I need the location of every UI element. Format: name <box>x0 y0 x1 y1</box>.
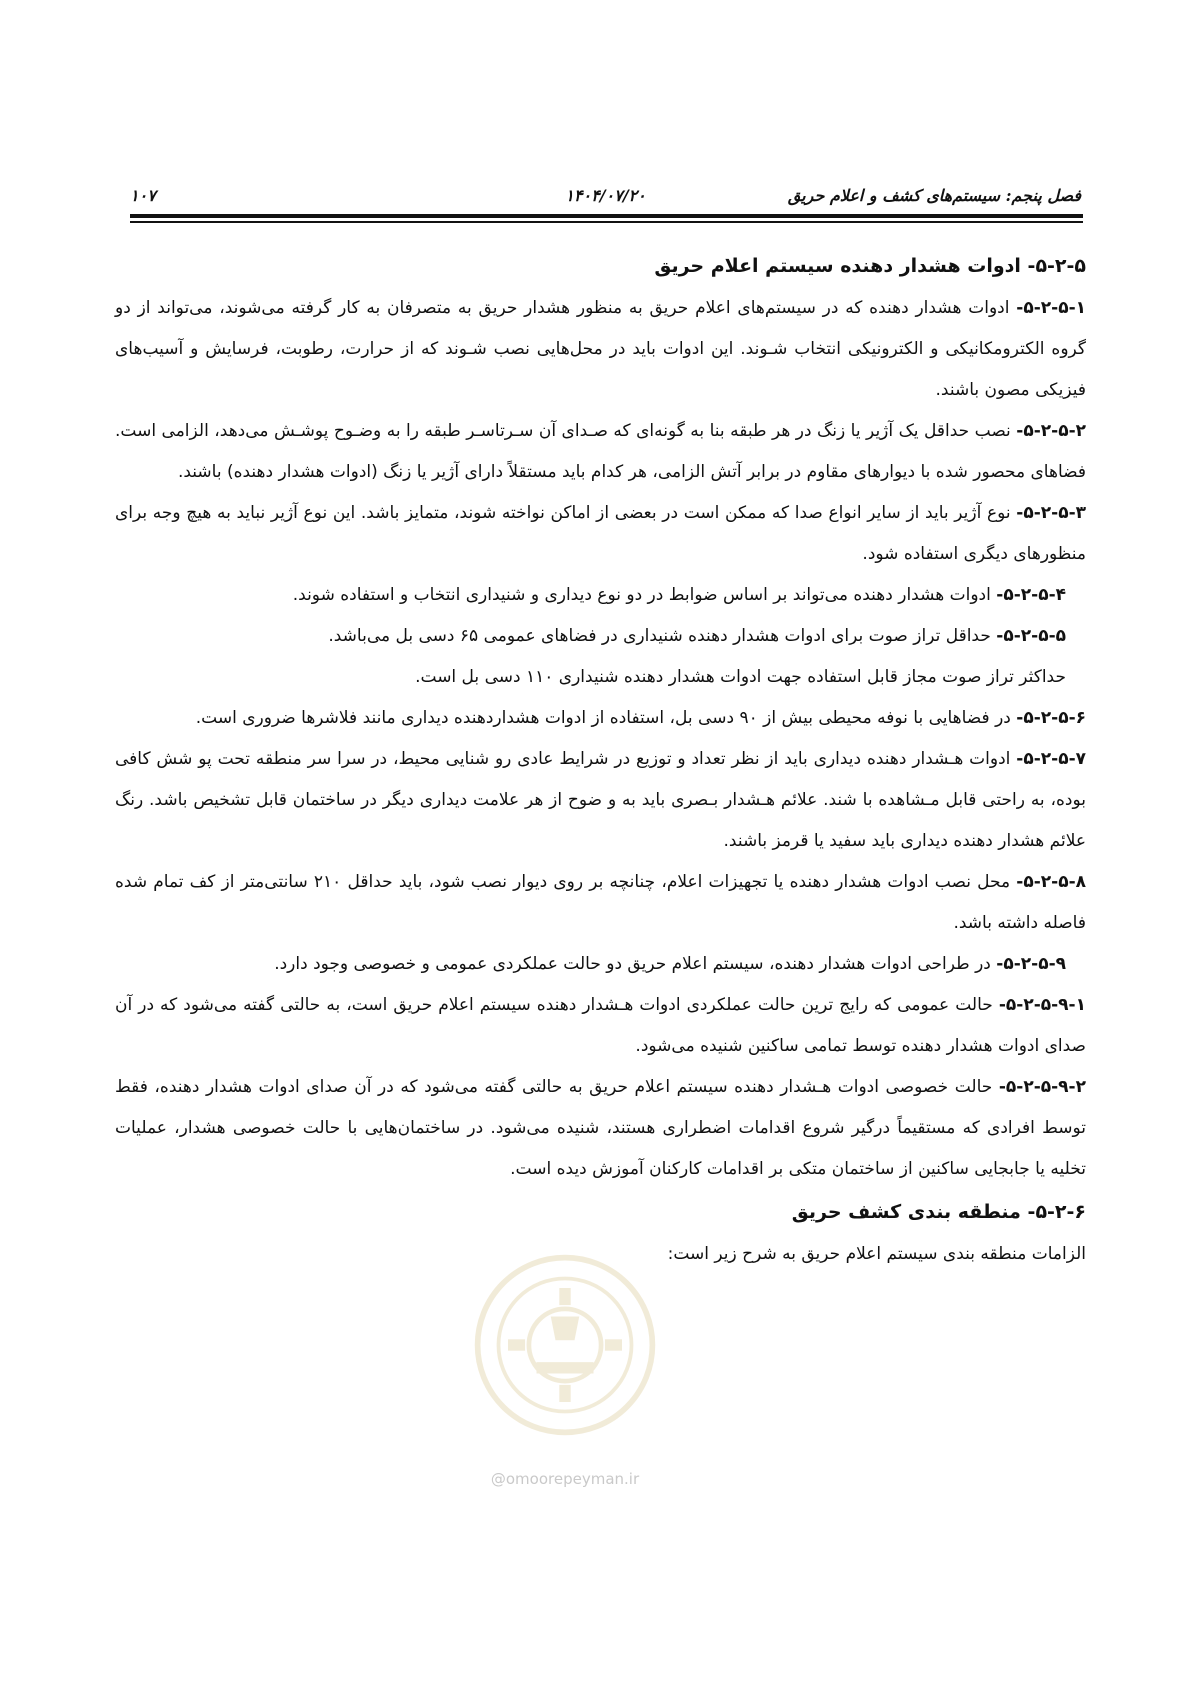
page-number: ۱۰۷ <box>130 186 156 205</box>
page-body <box>115 244 1086 1275</box>
clause-text: حالت خصوصی ادوات هـشدار دهنده سیستم اعلام حریق به حالتی گفته می‌شود که در آن صدای ادوات هشدار دهنده، فقط توسط افرادی که مستقیماً درگیر شروع اقدامات اضطراری هستند، شنیده می‌شود. در ساختمان‌هایی با حالت خصوصی هشدار، عملیات تخلیه یا جابجایی ساکنین از ساختمان متکی بر اقدامات کارکنان آموزش دیده است. <box>115 1077 1086 1179</box>
watermark-url: @omoorepeyman.ir <box>490 1470 640 1488</box>
closing-paragraph: الزامات منطقه بندی سیستم اعلام حریق به شرح زیر است: <box>667 1244 1086 1264</box>
clause-number: ۵-۲-۵-۹-۲- <box>998 1077 1086 1097</box>
paragraph <box>115 616 1086 657</box>
section-number: ۵-۲-۵- <box>1027 255 1086 277</box>
clause-text: ادوات هشدار دهنده که در سیستم‌های اعلام حریق به منظور هشدار حریق به متصرفان به کار گرفته می‌شوند، می‌تواند از دو گروه الکترومکانیکی و الکترونیکی انتخاب شـوند. این ادوات باید در محل‌هایی نصب شـوند که از حرارت، رطوبت، فرسایش و آسیب‌های فیزیکی مصون باشند. <box>115 298 1086 400</box>
header-rule-thin <box>130 221 1083 223</box>
clause-text: ادوات هـشدار دهنده دیداری باید از نظر تعداد و توزیع در شرایط عادی رو شنایی محیط، در سرا سر منطقه تحت پو شش کافی بوده، به راحتی قابل مـشاهده با شند. علائم هـشدار بـصری باید به و ضوح از هر علامت دیداری دیگر در ساختمان قابل تشخیص باشد. رنگ علائم هشدار دهنده دیداری باید سفید یا قرمز باشند. <box>115 749 1086 851</box>
paragraph <box>115 1067 1086 1190</box>
clause-text: حداقل تراز صوت برای ادوات هشدار دهنده شنیداری در فضاهای عمومی ۶۵ دسی بل می‌باشد. <box>328 626 997 646</box>
section-heading <box>115 1190 1086 1234</box>
paragraph <box>115 575 1086 616</box>
chapter-title: فصل پنجم: سیستم‌های کشف و اعلام حریق <box>787 186 1081 205</box>
paragraph <box>115 698 1086 739</box>
seal-logo-icon <box>470 1250 660 1440</box>
clause-text: ادوات هشدار دهنده می‌تواند بر اساس ضوابط در دو نوع دیداری و شنیداری انتخاب و استفاده شوند. <box>292 585 997 605</box>
clause-number: ۵-۲-۵-۶- <box>1016 708 1086 728</box>
clause-number: ۵-۲-۵-۸- <box>1016 872 1086 892</box>
clause-text: حالت عمومی که رایج ترین حالت عملکردی ادوات هـشدار دهنده سیستم اعلام حریق است، به حالتی گفته می‌شود که در آن صدای ادوات هشدار دهنده توسط تمامی ساکنین شنیده می‌شود. <box>115 995 1086 1056</box>
clause-text: حداکثر تراز صوت مجاز قابل استفاده جهت ادوات هشدار دهنده شنیداری ۱۱۰ دسی بل است. <box>415 667 1066 687</box>
paragraph <box>115 411 1086 493</box>
header-rule-thick <box>130 214 1083 218</box>
section-heading-text: منطقه بندی کشف حریق <box>791 1201 1028 1223</box>
clause-number: ۵-۲-۵-۲- <box>1016 421 1086 441</box>
clause-text: نصب حداقل یک آژیر یا زنگ در هر طبقه بنا به گونه‌ای که صـدای آن سـرتاسـر طبقه را به وضـوح پوشـش می‌دهد، الزامی است. فضاهای محصور شده با دیوارهای مقاوم در برابر آتش الزامی، هر کدام باید مستقلاً دارای آژیر یا زنگ (ادوات هشدار دهنده) باشند. <box>115 421 1086 482</box>
section-number: ۵-۲-۶- <box>1027 1201 1086 1223</box>
paragraph <box>115 493 1086 575</box>
paragraph <box>115 288 1086 411</box>
clause-number: ۵-۲-۵-۵- <box>996 626 1066 646</box>
clause-text: در فضاهایی با نوفه محیطی بیش از ۹۰ دسی بل، استفاده از ادوات هشداردهنده دیداری مانند فلاشرها ضروری است. <box>195 708 1017 728</box>
clause-number: ۵-۲-۵-۷- <box>1016 749 1086 769</box>
paragraph <box>115 944 1086 985</box>
clause-number: ۵-۲-۵-۹-۱- <box>998 995 1086 1015</box>
clause-number: ۵-۲-۵-۹- <box>996 954 1066 974</box>
header-date: ۱۴۰۴/۰۷/۲۰ <box>565 186 646 205</box>
clause-text: در طراحی ادوات هشدار دهنده، سیستم اعلام حریق دو حالت عملکردی عمومی و خصوصی وجود دارد. <box>274 954 997 974</box>
paragraph <box>115 739 1086 862</box>
clause-text: محل نصب ادوات هشدار دهنده یا تجهیزات اعلام، چنانچه بر روی دیوار نصب شود، باید حداقل ۲۱۰ سانتی‌متر از کف تمام شده فاصله داشته باشد. <box>115 872 1086 933</box>
paragraph <box>115 657 1086 698</box>
clause-text: نوع آژیر باید از سایر انواع صدا که ممکن است در بعضی از اماکن نواخته شوند، متمایز باشد. این نوع آژیر نباید به هیچ وجه برای منظورهای دیگری استفاده شود. <box>115 503 1086 564</box>
clause-number: ۵-۲-۵-۳- <box>1016 503 1086 523</box>
clause-number: ۵-۲-۵-۴- <box>996 585 1066 605</box>
paragraph <box>115 985 1086 1067</box>
page-header <box>130 186 1081 214</box>
section-heading-text: ادوات هشدار دهنده سیستم اعلام حریق <box>654 255 1028 277</box>
paragraph <box>115 862 1086 944</box>
clause-number: ۵-۲-۵-۱- <box>1016 298 1086 318</box>
section-heading <box>115 244 1086 288</box>
